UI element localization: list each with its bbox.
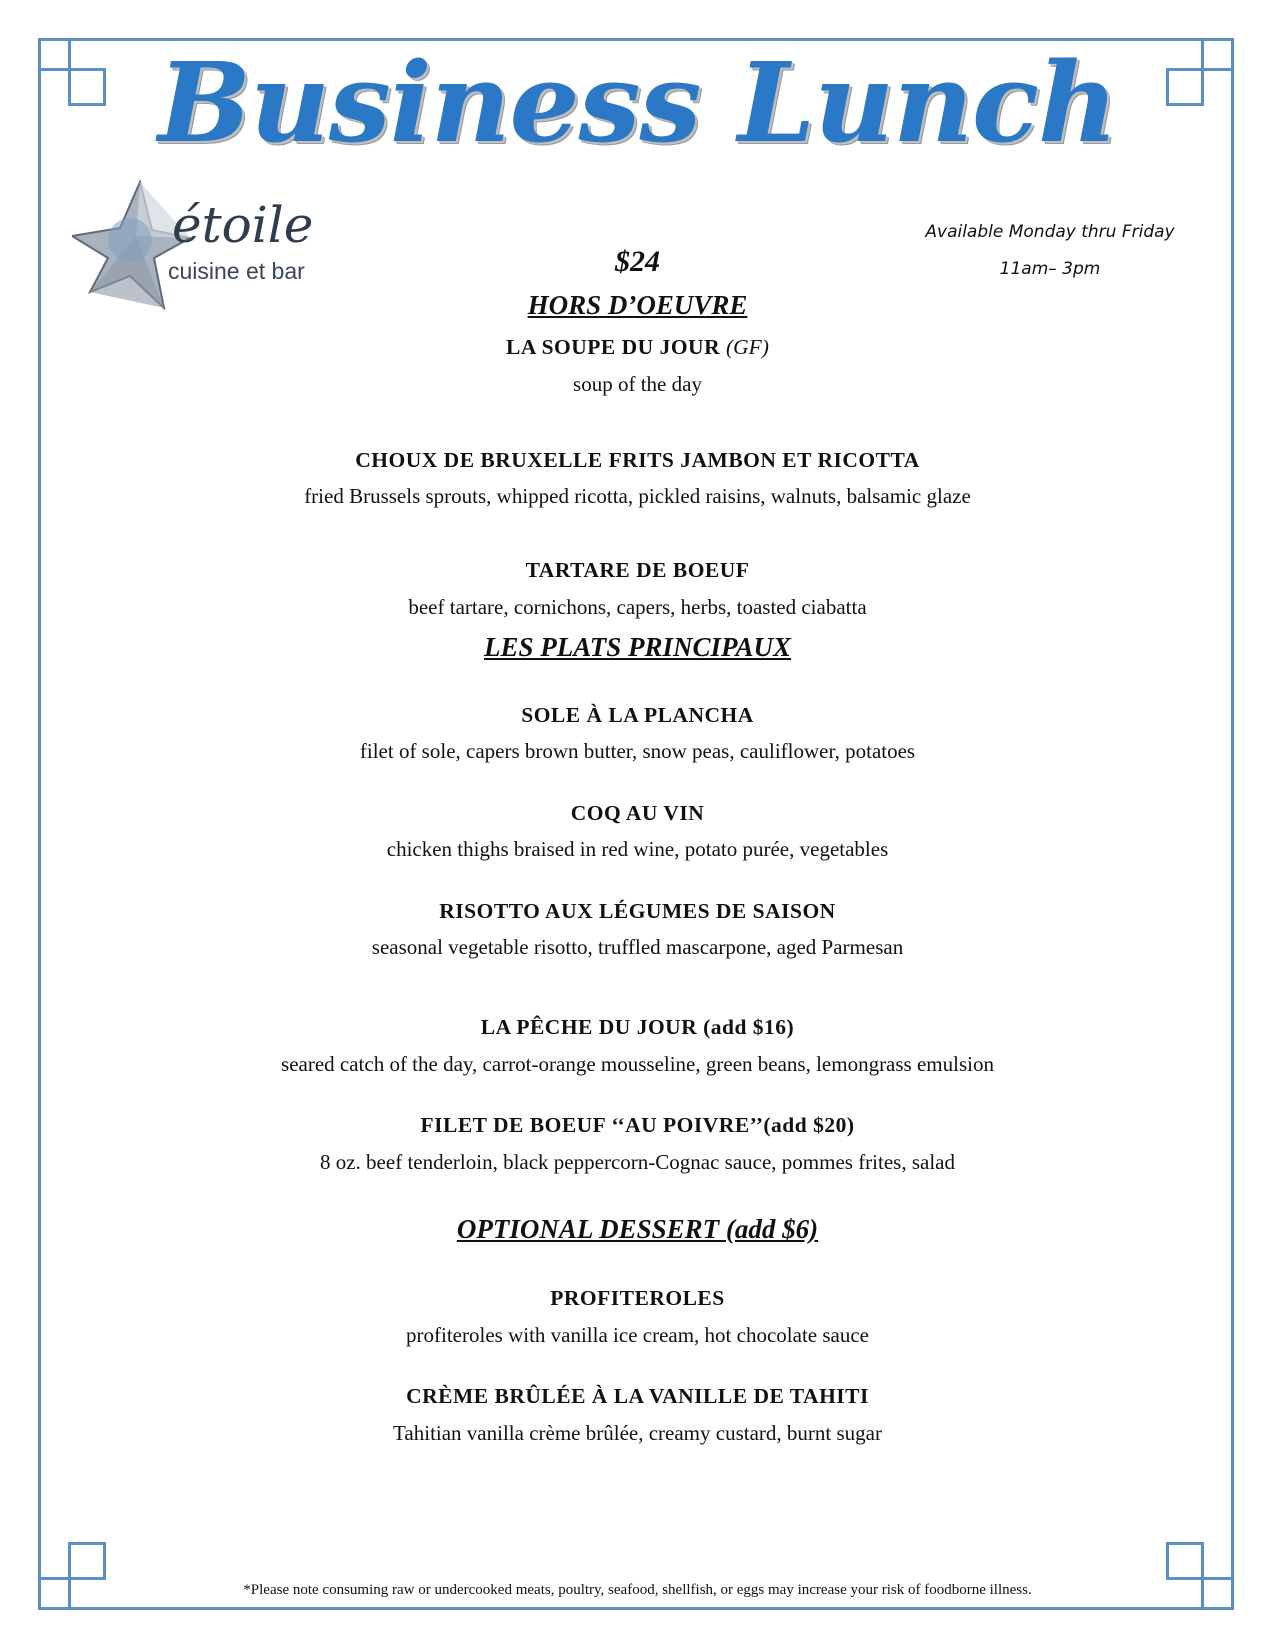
menu-title: [0, 38, 1275, 167]
dish-name: RISOTTO AUX LÉGUMES DE SAISON: [439, 899, 836, 923]
dish-name: TARTARE DE BOEUF: [525, 558, 750, 582]
dish-name: PROFITEROLES: [550, 1286, 725, 1310]
menu-price: $24: [615, 245, 660, 278]
section-heading-plats-principaux: LES PLATS PRINCIPAUX: [483, 632, 792, 662]
dish-name: LA PÊCHE DU JOUR (add $16): [480, 1015, 795, 1039]
dish-description: soup of the day: [573, 372, 702, 396]
dish-description: Tahitian vanilla crème brûlée, creamy custard, burnt sugar: [393, 1421, 882, 1445]
dish-description: fried Brussels sprouts, whipped ricotta, pickled raisins, walnuts, balsamic glaze: [304, 484, 971, 508]
dish-description: profiteroles with vanilla ice cream, hot chocolate sauce: [406, 1323, 869, 1347]
footnote: *Please note consuming raw or undercooked meats, poultry, seafood, shellfish, or eggs may increase your risk of foodborne illness.: [243, 1582, 1032, 1598]
dish-tag: (GF): [725, 335, 769, 359]
dish-description: chicken thighs braised in red wine, potato purée, vegetables: [386, 837, 889, 861]
logo-name: étoile: [172, 196, 314, 254]
dish-name: COQ AU VIN: [570, 801, 705, 825]
dish-name: [0, 335, 1275, 360]
dish-name: SOLE À LA PLANCHA: [521, 703, 754, 727]
corner-ornament-bottom-right: [1166, 1542, 1234, 1610]
availability-hours: 11am– 3pm: [999, 259, 1101, 279]
dish-description: beef tartare, cornichons, capers, herbs, toasted ciabatta: [408, 595, 867, 619]
menu-title-text: Business Lunch: [157, 38, 1118, 167]
corner-ornament-bottom-left: [38, 1542, 106, 1610]
section-heading-optional-dessert: OPTIONAL DESSERT (add $6): [456, 1214, 819, 1244]
dish-description: seasonal vegetable risotto, truffled mascarpone, aged Parmesan: [371, 935, 904, 959]
dish-description: filet of sole, capers brown butter, snow peas, cauliflower, potatoes: [359, 739, 916, 763]
dish-description: 8 oz. beef tenderloin, black peppercorn-Cognac sauce, pommes frites, salad: [319, 1150, 955, 1174]
dish-description: seared catch of the day, carrot-orange mousseline, green beans, lemongrass emulsion: [281, 1052, 994, 1076]
dish-name-text: LA SOUPE DU JOUR: [506, 335, 721, 359]
dish-name: CRÈME BRÛLÉE À LA VANILLE DE TAHITI: [406, 1384, 869, 1408]
availability-days: Available Monday thru Friday: [925, 222, 1175, 242]
logo-subtitle: cuisine et bar: [168, 258, 305, 284]
dish-name: CHOUX DE BRUXELLE FRITS JAMBON ET RICOTTA: [355, 448, 920, 472]
dish-name: FILET DE BOEUF ‘‘AU POIVRE’’(add $20): [420, 1113, 855, 1137]
section-heading-hors-doeuvre: HORS D’OEUVRE: [527, 290, 748, 320]
